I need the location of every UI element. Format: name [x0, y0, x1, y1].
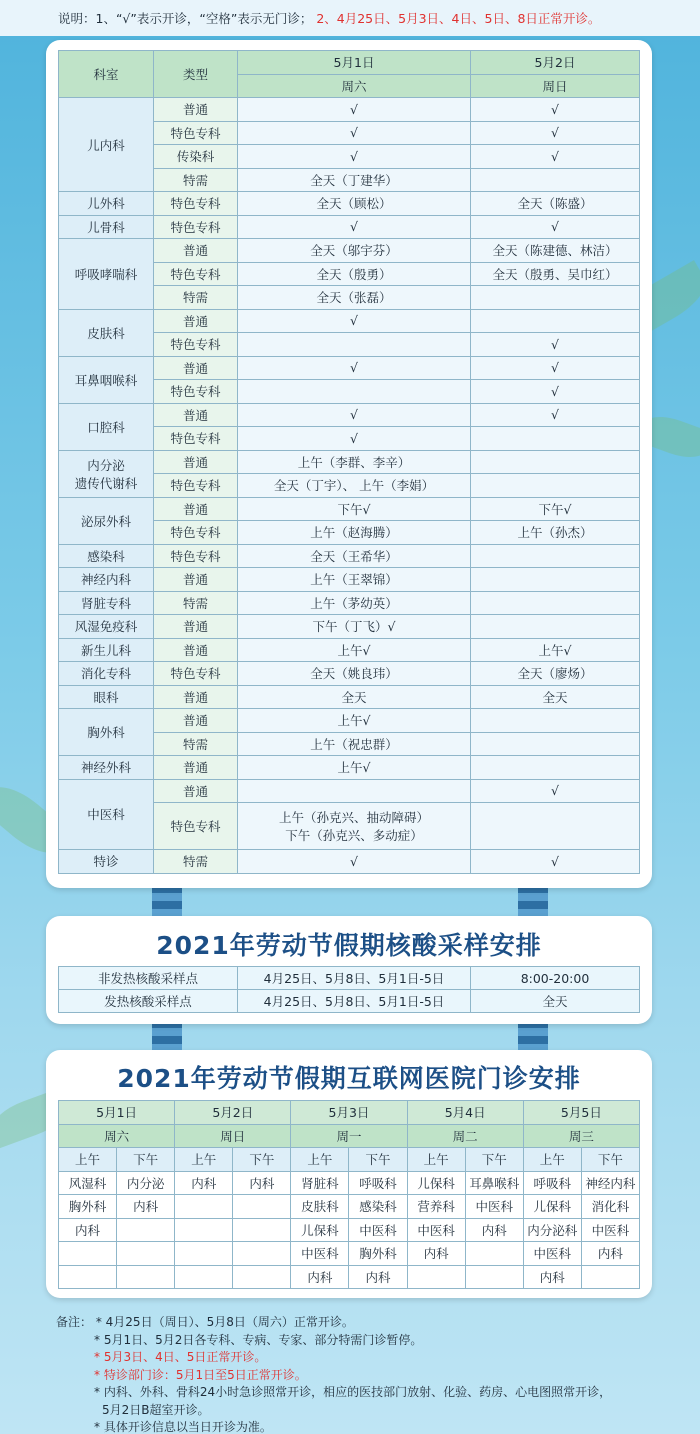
- schedule-card: [46, 40, 652, 888]
- clinic-cell: [175, 1242, 233, 1266]
- day1-cell: √: [238, 215, 471, 239]
- nucleic-table: [58, 966, 640, 1013]
- schedule-row: [59, 403, 640, 427]
- schedule-row: [59, 756, 640, 780]
- day-date: 5月1日: [59, 1101, 175, 1125]
- day-week: 周日: [175, 1124, 291, 1148]
- dept-cell: 特诊: [59, 850, 154, 874]
- type-cell: 普通: [154, 638, 238, 662]
- day-date: 5月2日: [175, 1101, 291, 1125]
- day2-cell: 全天（陈盛）: [471, 192, 640, 216]
- type-cell: 特需: [154, 168, 238, 192]
- dept-cell: 神经内科: [59, 568, 154, 592]
- day1-cell: √: [238, 121, 471, 145]
- remark-line: [56, 1349, 611, 1367]
- clinic-cell: 内分泌: [117, 1171, 175, 1195]
- day1-cell: 上午（赵海腾）: [238, 521, 471, 545]
- header-date-1: 5月1日: [238, 51, 471, 75]
- type-cell: 普通: [154, 403, 238, 427]
- day2-cell: [471, 732, 640, 756]
- clinic-cell: 呼吸科: [523, 1171, 581, 1195]
- day1-cell: [238, 779, 471, 803]
- clinic-cell: 呼吸科: [349, 1171, 407, 1195]
- schedule-row: [59, 568, 640, 592]
- type-cell: 特需: [154, 286, 238, 310]
- am-label: 上午: [175, 1148, 233, 1172]
- day2-cell: 上午√: [471, 638, 640, 662]
- am-label: 上午: [291, 1148, 349, 1172]
- clinic-cell: 儿保科: [523, 1195, 581, 1219]
- day2-cell: √: [471, 403, 640, 427]
- schedule-row: [59, 615, 640, 639]
- day2-cell: [471, 168, 640, 192]
- day1-cell: √: [238, 145, 471, 169]
- period-row: [59, 1148, 640, 1172]
- clinic-cell: 营养科: [407, 1195, 465, 1219]
- schedule-row: [59, 544, 640, 568]
- day1-cell: √: [238, 850, 471, 874]
- type-cell: 特色专科: [154, 474, 238, 498]
- schedule-row: [59, 685, 640, 709]
- type-cell: 特色专科: [154, 662, 238, 686]
- clinic-cell: 内科: [175, 1171, 233, 1195]
- nucleic-row: [59, 967, 640, 990]
- day1-cell: √: [238, 356, 471, 380]
- header-date-2: 5月2日: [471, 51, 640, 75]
- clinic-cell: [465, 1242, 523, 1266]
- day2-cell: 全天（陈建德、林洁）: [471, 239, 640, 263]
- schedule-row: [59, 356, 640, 380]
- remarks: [56, 1314, 611, 1434]
- dept-cell: 消化专科: [59, 662, 154, 686]
- clinic-cell: [59, 1265, 117, 1289]
- schedule-row: [59, 850, 640, 874]
- schedule-row: [59, 591, 640, 615]
- dept-cell: 皮肤科: [59, 309, 154, 356]
- day2-cell: √: [471, 380, 640, 404]
- clinic-cell: 内科: [59, 1218, 117, 1242]
- clinic-cell: 内科: [581, 1242, 639, 1266]
- remark-line: [56, 1367, 611, 1385]
- dept-cell: 泌尿外科: [59, 497, 154, 544]
- clinic-cell: 消化科: [581, 1195, 639, 1219]
- day2-cell: 全天: [471, 685, 640, 709]
- clinic-cell: [117, 1218, 175, 1242]
- clinic-cell: 内科: [349, 1265, 407, 1289]
- type-cell: 普通: [154, 356, 238, 380]
- day1-cell: 全天（姚良玮）: [238, 662, 471, 686]
- clinic-row: [59, 1265, 640, 1289]
- clinic-cell: 中医科: [291, 1242, 349, 1266]
- internet-card: [46, 1050, 652, 1298]
- nucleic-row: [59, 990, 640, 1013]
- am-label: 上午: [407, 1148, 465, 1172]
- day1-cell: 全天（殷勇）: [238, 262, 471, 286]
- schedule-row: [59, 638, 640, 662]
- day1-cell: √: [238, 403, 471, 427]
- day2-cell: [471, 544, 640, 568]
- day2-cell: [471, 286, 640, 310]
- clinic-cell: [581, 1265, 639, 1289]
- legend-text: 说明：1、“√”表示开诊，“空格”表示无门诊；: [58, 11, 313, 26]
- day2-cell: [471, 756, 640, 780]
- day-date: 5月3日: [291, 1101, 407, 1125]
- day-date: 5月4日: [407, 1101, 523, 1125]
- day2-cell: [471, 474, 640, 498]
- schedule-table: [58, 50, 640, 874]
- day2-cell: √: [471, 356, 640, 380]
- day2-cell: [471, 568, 640, 592]
- clinic-cell: 风湿科: [59, 1171, 117, 1195]
- day1-cell: 上午（茅幼英）: [238, 591, 471, 615]
- header-type: 类型: [154, 51, 238, 98]
- remark-text: 5月2日B超室开诊。: [102, 1402, 210, 1417]
- day1-cell: 下午√: [238, 497, 471, 521]
- type-cell: 普通: [154, 98, 238, 122]
- nucleic-title: 2021年劳动节假期核酸采样安排: [156, 931, 542, 960]
- type-cell: 普通: [154, 239, 238, 263]
- remark-text: * 内科、外科、骨科24小时急诊照常开诊，相应的医技部门放射、化验、药房、心电图照常开诊，: [94, 1385, 612, 1399]
- day1-cell: 上午√: [238, 638, 471, 662]
- remark-line: [56, 1384, 611, 1402]
- site-dates: 4月25日、5月8日、5月1日-5日: [238, 990, 471, 1013]
- day2-cell: [471, 450, 640, 474]
- clinic-cell: 感染科: [349, 1195, 407, 1219]
- clinic-cell: 内科: [117, 1195, 175, 1219]
- day2-cell: √: [471, 121, 640, 145]
- clinic-cell: [175, 1195, 233, 1219]
- day2-cell: [471, 709, 640, 733]
- remark-text: * 4月25日（周日）、5月8日（周六）正常开诊。: [95, 1315, 354, 1329]
- dept-cell: 胸外科: [59, 709, 154, 756]
- clinic-cell: [233, 1242, 291, 1266]
- day1-cell: √: [238, 427, 471, 451]
- day2-cell: √: [471, 145, 640, 169]
- type-cell: 特色专科: [154, 333, 238, 357]
- day1-cell: [238, 380, 471, 404]
- day2-cell: 全天（廖炀）: [471, 662, 640, 686]
- clinic-cell: 内科: [291, 1265, 349, 1289]
- type-cell: 特色专科: [154, 380, 238, 404]
- am-label: 上午: [523, 1148, 581, 1172]
- week-row: [59, 1124, 640, 1148]
- clinic-cell: 肾脏科: [291, 1171, 349, 1195]
- clinic-cell: [233, 1265, 291, 1289]
- day1-cell: 全天（丁建华）: [238, 168, 471, 192]
- clinic-row: [59, 1218, 640, 1242]
- dept-cell: 儿内科: [59, 98, 154, 192]
- day-week: 周一: [291, 1124, 407, 1148]
- clinic-cell: [233, 1195, 291, 1219]
- clinic-cell: 神经内科: [581, 1171, 639, 1195]
- type-cell: 普通: [154, 568, 238, 592]
- day-week: 周六: [59, 1124, 175, 1148]
- remark-text: * 5月1日、5月2日各专科、专病、专家、部分特需门诊暂停。: [94, 1332, 423, 1347]
- type-cell: 普通: [154, 709, 238, 733]
- day2-cell: [471, 803, 640, 850]
- day1-cell: √: [238, 309, 471, 333]
- schedule-row: [59, 709, 640, 733]
- type-cell: 特色专科: [154, 192, 238, 216]
- dept-cell: 感染科: [59, 544, 154, 568]
- pm-label: 下午: [581, 1148, 639, 1172]
- day1-cell: 上午√: [238, 709, 471, 733]
- clinic-cell: 内科: [233, 1171, 291, 1195]
- type-cell: 特色专科: [154, 121, 238, 145]
- schedule-row: [59, 779, 640, 803]
- am-label: 上午: [59, 1148, 117, 1172]
- header-week-2: 周日: [471, 74, 640, 98]
- clinic-cell: 胸外科: [59, 1195, 117, 1219]
- day-date: 5月5日: [523, 1101, 639, 1125]
- type-cell: 传染科: [154, 145, 238, 169]
- clinic-cell: [59, 1242, 117, 1266]
- day2-cell: [471, 309, 640, 333]
- clinic-cell: 内科: [407, 1242, 465, 1266]
- remark-line: [56, 1419, 611, 1434]
- clinic-cell: 中医科: [349, 1218, 407, 1242]
- day-week: 周三: [523, 1124, 639, 1148]
- day1-cell: 上午（孙克兴、抽动障碍） 下午（孙克兴、多动症）: [238, 803, 471, 850]
- schedule-row: [59, 309, 640, 333]
- schedule-row: [59, 497, 640, 521]
- clinic-cell: 皮肤科: [291, 1195, 349, 1219]
- header-dept: 科室: [59, 51, 154, 98]
- schedule-row: [59, 450, 640, 474]
- clinic-cell: [465, 1265, 523, 1289]
- day2-cell: √: [471, 215, 640, 239]
- clinic-cell: [175, 1218, 233, 1242]
- type-cell: 特色专科: [154, 544, 238, 568]
- day1-cell: 上午（李群、李辛）: [238, 450, 471, 474]
- day2-cell: 下午√: [471, 497, 640, 521]
- type-cell: 特色专科: [154, 803, 238, 850]
- day2-cell: 全天（殷勇、吴巾红）: [471, 262, 640, 286]
- internet-title: 2021年劳动节假期互联网医院门诊安排: [117, 1064, 581, 1093]
- day2-cell: [471, 427, 640, 451]
- header-week-1: 周六: [238, 74, 471, 98]
- day2-cell: [471, 615, 640, 639]
- clinic-cell: 儿保科: [407, 1171, 465, 1195]
- day1-cell: [238, 333, 471, 357]
- clinic-cell: 中医科: [523, 1242, 581, 1266]
- day2-cell: √: [471, 333, 640, 357]
- dept-cell: 内分泌 遗传代谢科: [59, 450, 154, 497]
- day1-cell: 上午（王翠锦）: [238, 568, 471, 592]
- dept-cell: 耳鼻咽喉科: [59, 356, 154, 403]
- type-cell: 普通: [154, 309, 238, 333]
- dept-cell: 肾脏专科: [59, 591, 154, 615]
- clinic-cell: [117, 1242, 175, 1266]
- site-time: 全天: [471, 990, 640, 1013]
- schedule-row: [59, 239, 640, 263]
- clinic-row: [59, 1242, 640, 1266]
- day1-cell: 全天（邬宇芬）: [238, 239, 471, 263]
- remark-label: 备注：: [56, 1315, 93, 1329]
- dept-cell: 口腔科: [59, 403, 154, 450]
- clinic-cell: 耳鼻喉科: [465, 1171, 523, 1195]
- day2-cell: 上午（孙杰）: [471, 521, 640, 545]
- type-cell: 普通: [154, 685, 238, 709]
- day2-cell: √: [471, 98, 640, 122]
- clinic-cell: 中医科: [407, 1218, 465, 1242]
- clinic-row: [59, 1195, 640, 1219]
- nucleic-card: [46, 916, 652, 1024]
- remark-line: [56, 1314, 611, 1332]
- day1-cell: 上午（祝忠群）: [238, 732, 471, 756]
- clinic-row: [59, 1171, 640, 1195]
- day1-cell: 全天: [238, 685, 471, 709]
- dept-cell: 儿骨科: [59, 215, 154, 239]
- legend-note: [0, 0, 700, 36]
- remark-text: * 具体开诊信息以当日开诊为准。: [94, 1420, 272, 1434]
- site-name: 发热核酸采样点: [59, 990, 238, 1013]
- remark-text: * 特诊部门诊：5月1日至5日正常开诊。: [94, 1367, 307, 1382]
- type-cell: 特色专科: [154, 262, 238, 286]
- pm-label: 下午: [233, 1148, 291, 1172]
- clinic-cell: 胸外科: [349, 1242, 407, 1266]
- pm-label: 下午: [349, 1148, 407, 1172]
- date-row: [59, 1101, 640, 1125]
- schedule-row: [59, 98, 640, 122]
- type-cell: 特需: [154, 732, 238, 756]
- type-cell: 特需: [154, 591, 238, 615]
- dept-cell: 新生儿科: [59, 638, 154, 662]
- dept-cell: 神经外科: [59, 756, 154, 780]
- type-cell: 普通: [154, 615, 238, 639]
- remark-text: * 5月3日、4日、5日正常开诊。: [94, 1350, 267, 1364]
- day1-cell: 全天（王希华）: [238, 544, 471, 568]
- clinic-cell: [117, 1265, 175, 1289]
- day1-cell: √: [238, 98, 471, 122]
- day1-cell: 下午（丁飞）√: [238, 615, 471, 639]
- type-cell: 普通: [154, 756, 238, 780]
- clinic-cell: 内分泌科: [523, 1218, 581, 1242]
- clinic-cell: 内科: [523, 1265, 581, 1289]
- dept-cell: 儿外科: [59, 192, 154, 216]
- type-cell: 普通: [154, 779, 238, 803]
- remark-line: [56, 1402, 611, 1420]
- dept-cell: 眼科: [59, 685, 154, 709]
- dept-cell: 风湿免疫科: [59, 615, 154, 639]
- clinic-cell: 内科: [465, 1218, 523, 1242]
- site-name: 非发热核酸采样点: [59, 967, 238, 990]
- site-time: 8:00-20:00: [471, 967, 640, 990]
- site-dates: 4月25日、5月8日、5月1日-5日: [238, 967, 471, 990]
- type-cell: 特需: [154, 850, 238, 874]
- day2-cell: [471, 591, 640, 615]
- clinic-cell: [233, 1218, 291, 1242]
- day1-cell: 上午√: [238, 756, 471, 780]
- clinic-cell: [407, 1265, 465, 1289]
- pm-label: 下午: [465, 1148, 523, 1172]
- day2-cell: √: [471, 779, 640, 803]
- day-week: 周二: [407, 1124, 523, 1148]
- legend-red-text: 2、4月25日、5月3日、4日、5日、8日正常开诊。: [316, 11, 601, 26]
- type-cell: 特色专科: [154, 521, 238, 545]
- clinic-cell: 儿保科: [291, 1218, 349, 1242]
- type-cell: 普通: [154, 497, 238, 521]
- type-cell: 特色专科: [154, 215, 238, 239]
- day1-cell: 全天（张磊）: [238, 286, 471, 310]
- clinic-cell: [175, 1265, 233, 1289]
- schedule-row: [59, 662, 640, 686]
- remark-line: [56, 1332, 611, 1350]
- dept-cell: 中医科: [59, 779, 154, 850]
- day1-cell: 全天（顾松）: [238, 192, 471, 216]
- internet-table: [58, 1100, 640, 1289]
- schedule-row: [59, 215, 640, 239]
- clinic-cell: 中医科: [465, 1195, 523, 1219]
- clinic-cell: 中医科: [581, 1218, 639, 1242]
- type-cell: 普通: [154, 450, 238, 474]
- dept-cell: 呼吸哮喘科: [59, 239, 154, 310]
- day2-cell: √: [471, 850, 640, 874]
- day1-cell: 全天（丁宇）、 上午（李娟）: [238, 474, 471, 498]
- schedule-row: [59, 192, 640, 216]
- pm-label: 下午: [117, 1148, 175, 1172]
- type-cell: 特色专科: [154, 427, 238, 451]
